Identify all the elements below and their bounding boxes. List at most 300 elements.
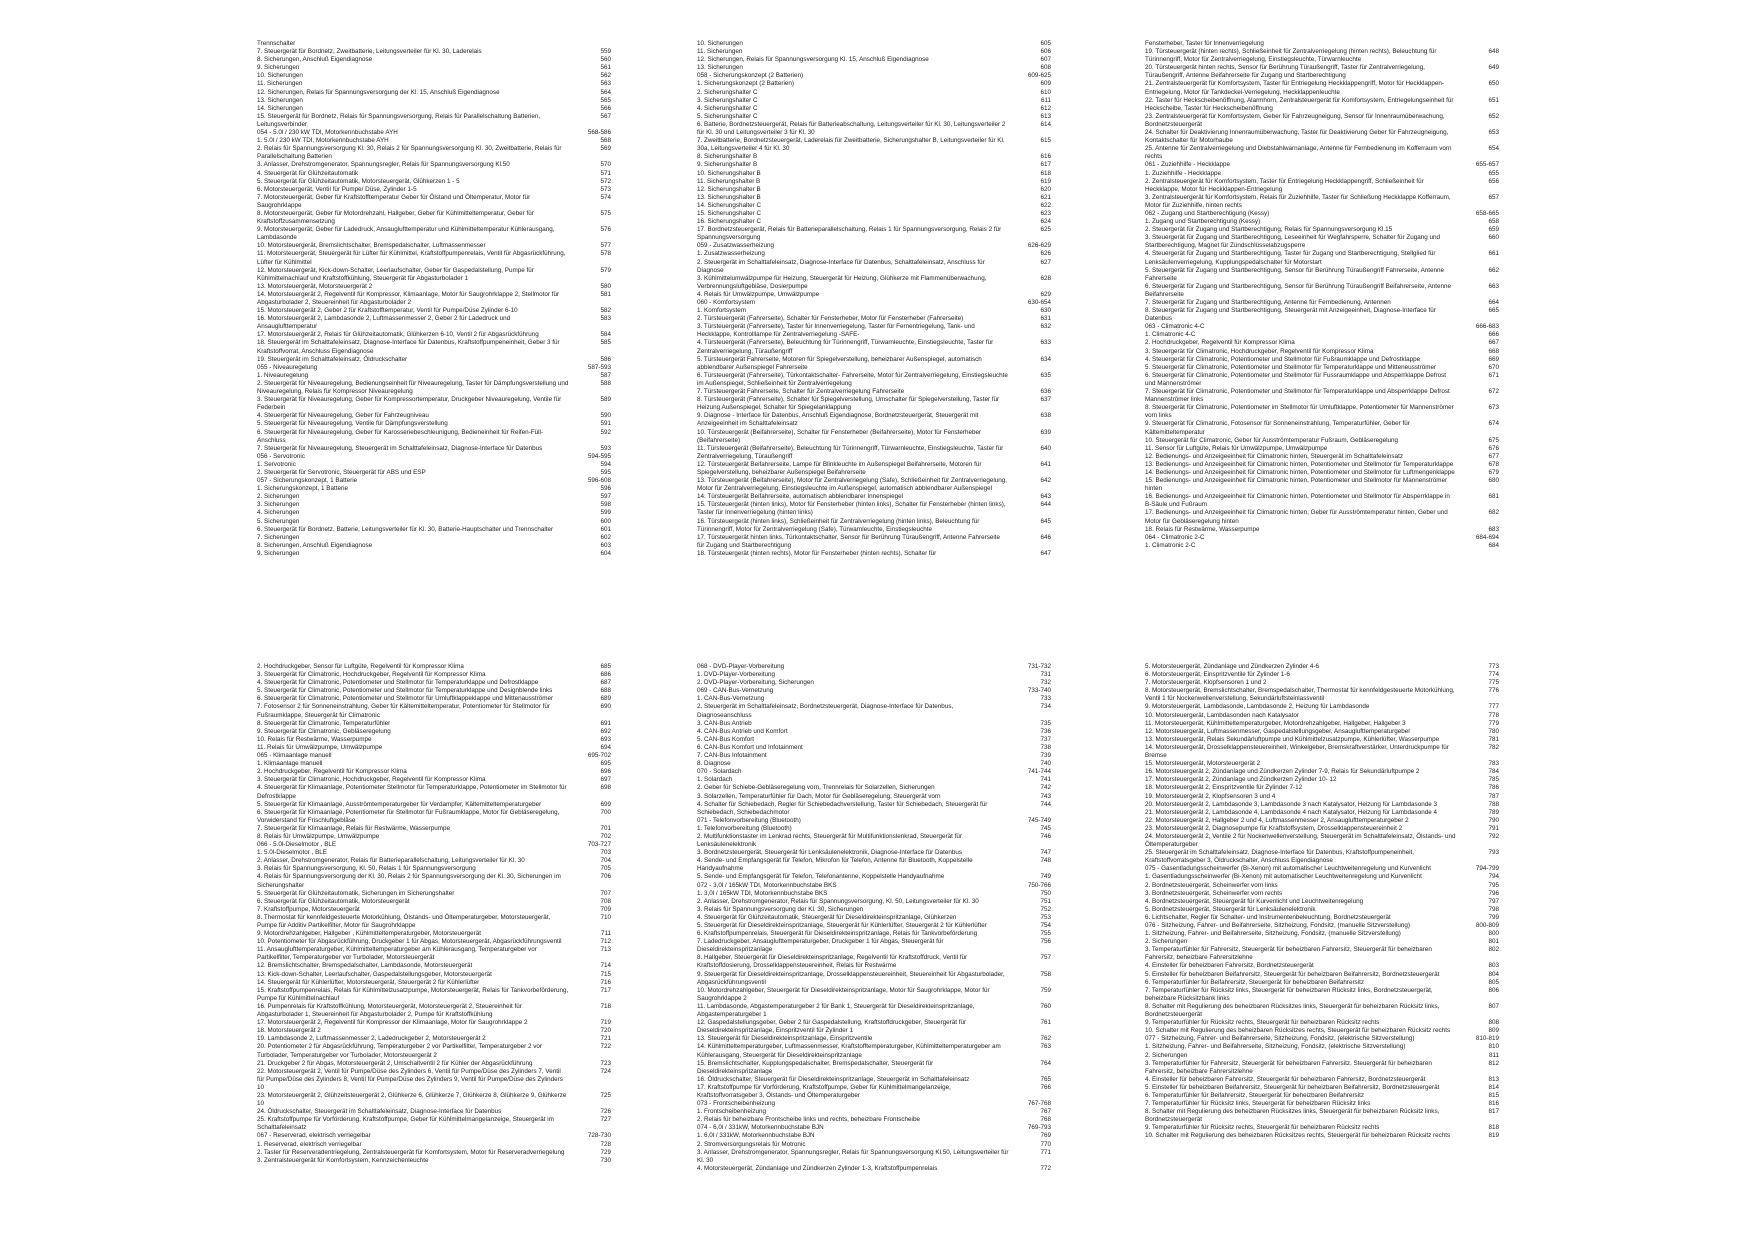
toc-entry-title: 12. Bremslichtschalter, Bremspedalschalter, Lambdasonde, Motorsteuergerät (257, 962, 473, 970)
toc-entry-page: 616 (1040, 153, 1051, 161)
toc-entry (1145, 833, 1503, 849)
toc-entry-title: 3. Zentralsteuergerät für Komfortsystem, Kennzeichenleuchte (257, 1156, 429, 1164)
toc-entry-title: 077 - Sitzheizung, Fahrer- und Beifahrerseite, Sitzheizung, Fondsitz, (elektrische Sitzverstellung) (1145, 1035, 1415, 1043)
toc-entry (257, 48, 615, 56)
toc-entry-page: 591 (600, 420, 611, 428)
toc-entry-title: 1. Zusatzwasserheizung (697, 250, 765, 258)
toc-entry-title: 11. Ansauglufttemperaturgeber, Kühlmitteltemperaturgeber am Kühlerausgang, Temperaturgeber vor Partikelfilter, Temperaturgeber vor Turbolader, Motorsteuergerät (257, 946, 537, 962)
toc-entry (257, 210, 615, 226)
toc-entry-page: 596 (600, 485, 611, 493)
toc-entry-page: 579 (600, 266, 611, 274)
toc-entry-page: 731 (1040, 671, 1051, 679)
toc-entry (697, 388, 1055, 396)
toc-entry-title: 7. Sicherungen (257, 533, 300, 541)
toc-entry-page: 817 (1488, 1108, 1499, 1116)
toc-entry (1145, 1052, 1503, 1060)
toc-entry (1145, 194, 1503, 210)
toc-entry (1145, 331, 1503, 339)
toc-entry-title: 2. Anlasser, Drehstromgenerator, Relais für Spannungsversorgung, Kl. 50, Leitungsverteiler für Kl. 30 (697, 897, 979, 905)
toc-entry (257, 695, 615, 703)
toc-entry (697, 1076, 1055, 1084)
toc-entry-page: 632 (1040, 323, 1051, 331)
toc-entry (1145, 404, 1503, 420)
toc-entry-page: 685 (600, 663, 611, 670)
toc-entry-page: 783 (1488, 760, 1499, 768)
toc-entry-page: 596-608 (587, 477, 611, 485)
toc-entry-page: 816 (1488, 1100, 1499, 1108)
toc-entry-page: 594 (600, 460, 611, 468)
toc-entry (697, 259, 1055, 275)
toc-entry-title: 056 - Servotronic (257, 452, 305, 460)
toc-entry (1145, 1035, 1503, 1043)
toc-entry-page: 674 (1488, 420, 1499, 428)
toc-entry-title: 6. CAN-Bus Komfort und Infotainment (697, 743, 803, 751)
toc-entry-page: 622 (1040, 201, 1051, 209)
toc-entry-page: 626-629 (1027, 242, 1051, 250)
toc-entry-title: 6. Temperaturfühler für Beifahrersitz, Steuergerät für beheizbaren Beifahrersitz (1145, 978, 1364, 986)
toc-entry-page: 724 (600, 1067, 611, 1075)
toc-entry (1145, 250, 1503, 266)
toc-entry-title: 15. Motorsteuergerät 2, Geber 2 für Kraftstofftemperatur, Ventil für Pumpe/Düse Zylinder 6-10 (257, 307, 518, 315)
toc-entry-page: 728-730 (587, 1132, 611, 1140)
toc-entry-title: 062 - Zugang und Startberechtigung (Kessy) (1145, 209, 1270, 217)
toc-entry (257, 145, 615, 161)
toc-entry (1145, 80, 1503, 96)
toc-entry-page: 703-727 (587, 841, 611, 849)
toc-entry-title: 15. Steuergerät für Bordnetz, Relais für Spannungsversorgung, Relais für Parallelschaltung Batterien, Leitungsverbinder (257, 112, 541, 128)
toc-entry-title: 23. Zentralsteuergerät für Komfortsystem, Geber für Fahrzeugneigung, Sensor für Innenraumüberwachung, Bordnetzsteuergerät (1145, 112, 1445, 128)
toc-entry-page: 736 (1040, 727, 1051, 735)
toc-entry-page: 658-665 (1475, 209, 1499, 217)
toc-entry-page: 741 (1040, 776, 1051, 784)
toc-entry-title: 3. Steuergerät für Zugang und Startberechtigung, Leseeinheit für Wegfahrsperre, Schalter für Zugang und Startberechtigung, Magnet für Zündschlüsselabzugsperre (1145, 234, 1440, 250)
toc-entry-page: 777 (1488, 703, 1499, 711)
toc-entry (257, 1027, 615, 1035)
toc-entry-page: 738 (1040, 743, 1051, 751)
toc-entry-page: 746 (1040, 832, 1051, 840)
toc-entry-title: 3. Steuergerät für Niveauregelung, Geber für Kompressortemperatur, Druckgeber Niveauregelung, Ventile für Federbein (257, 396, 562, 412)
toc-entry-title: 12. Bedienungs- und Anzeigeeinheit für Climatronic hinten, Steuergerät im Schalttafeleinsatz (1145, 452, 1403, 460)
toc-entry-title: 2. Steuergerät im Schalttafeleinsatz, Diagnose-Interface für Datenbus, Schalttafeleinsatz, Anschluss für Diagnose (697, 258, 985, 274)
toc-entry-page: 745 (1040, 824, 1051, 832)
toc-entry-title: 9. Sicherungen (257, 64, 300, 72)
toc-entry-title: 8. Schalter mit Regulierung des beheizbaren Rücksitzes links, Steuergerät für beheizbaren Rücksitz links, Bordnetzsteuergerät (1145, 1002, 1440, 1019)
toc-entry-page: 665 (1488, 307, 1499, 315)
toc-entry (257, 1019, 615, 1027)
toc-entry-page: 588 (600, 379, 611, 387)
toc-entry (697, 40, 1055, 48)
toc-entry-title: 4. Türsteuergerät (Fahrerseite), Beleuchtung für Türinnengriff, Türwarnleuchte, Einstiegsleuchte, Taster für Zentralverriegelung, Türaußengriff (697, 339, 994, 355)
toc-entry (257, 412, 615, 420)
toc-entry-page: 620 (1040, 185, 1051, 193)
toc-entry (1145, 161, 1503, 169)
toc-entry-page: 780 (1488, 727, 1499, 735)
toc-entry-page: 658 (1488, 218, 1499, 226)
toc-entry-page: 599 (600, 509, 611, 517)
toc-entry (697, 1149, 1055, 1165)
toc-entry-page: 676 (1488, 444, 1499, 452)
toc-entry-page: 602 (600, 533, 611, 541)
toc-entry (697, 493, 1055, 501)
toc-entry-title: 7. Zweitbatterie, Bordnetzsteuergerät, Laderelais für Zweitbatterie, Sicherungshalter B, Leitungsverteiler für Kl. 30a, Leitungsverteiler 4 für Kl. 30 (697, 137, 1005, 153)
toc-entry-page: 583 (600, 315, 611, 323)
toc-entry-title: 2. Bordnetzsteuergerät, Scheinwerfer vorn links (1145, 881, 1278, 889)
toc-entry-page: 769 (1040, 1132, 1051, 1140)
toc-entry (1145, 348, 1503, 356)
toc-entry-title: 9. Sicherungshalter B (697, 161, 758, 169)
toc-entry-title: 4. Sicherungen (257, 509, 300, 517)
toc-entry (1145, 437, 1503, 445)
toc-entry (697, 315, 1055, 323)
toc-entry-title: 15. Bremslichtschalter, Kupplungspedalschalter, Bremspedalschalter, Steuergerät für Dieseldirekteinspritzanlage (697, 1059, 934, 1075)
toc-entry-page: 568-586 (587, 129, 611, 137)
toc-entry-title: 17. Türsteuergerät hinten links, Türkontaktschalter, Sensor für Berührung Türaußengriff, Antenne Fahrerseite für Zugang und Startberechtigung (697, 533, 1001, 549)
toc-entry (257, 461, 615, 469)
toc-entry-title: 3. Temperaturfühler für Fahrersitz, Steuergerät für beheizbaren Fahrersitz, Steuergerät für beheizbaren Fahrersitz, beheizbare Fahrersitzlehne (1145, 1059, 1432, 1075)
toc-entry (257, 186, 615, 194)
toc-entry (257, 331, 615, 339)
toc-entry-page: 730 (600, 1156, 611, 1164)
toc-entry (697, 250, 1055, 258)
toc-entry-title: 14. Motorsteuergerät, Drosselklappensteuereinheit, Winkelgeber, Bremskraftverstärker, Unterdruckpumpe für Bremse (1145, 743, 1449, 760)
toc-entry-title: 11. Lambdasonde, Abgastemperaturgeber 2 für Bank 1, Steuergerät für Dieseldirekteinspritzanlage, Abgastemperaturgeber 1 (697, 1002, 975, 1019)
toc-entry (1145, 453, 1503, 461)
toc-entry (257, 113, 615, 129)
toc-entry (1145, 1027, 1503, 1035)
toc-entry-title: 18. Relais für Restwärme, Wasserpumpe (1145, 525, 1260, 533)
toc-entry-page: 578 (600, 250, 611, 258)
toc-entry-title: 2. Anlasser, Drehstromgenerator, Relais für Batterieparallelschaltung, Leitungsverteiler für Kl. 30 (257, 857, 525, 865)
toc-entry-title: 15. Türsteuergerät (hinten links), Motor für Fensterheber (hinten links), Schalter für Fensterheber (hinten links), Taster für Innenverriegelung (hinten links) (697, 501, 1006, 517)
toc-entry (1145, 461, 1503, 469)
toc-entry-page: 650 (1488, 80, 1499, 88)
toc-entry-title: 8. Motorsteuergerät, Geber für Motordrehzahl, Hallgeber, Geber für Kühlmitteltemperatur, Geber für Kraftstoffzusammensetzung (257, 209, 534, 226)
toc-entry-title: 5. Einsteller für beheizbaren Beifahrersitz, Steuergerät für beheizbaren Beifahrersitz, Bordnetzsteuergerät (1145, 1083, 1440, 1091)
toc-entry-page: 793 (1488, 849, 1499, 857)
toc-entry (697, 1141, 1055, 1149)
toc-entry-title: 7. Steuergerät für Niveauregelung, Steuergerät im Schalttafeleinsatz, Diagnose-Interface für Datenbus (257, 444, 543, 452)
toc-entry (697, 914, 1055, 922)
toc-entry-title: 10. Motorsteuergerät, Bremslichtschalter, Bremspedalschalter, Luftmassenmesser (257, 242, 486, 250)
toc-entry-title: 5. Sicherungshalter C (697, 112, 758, 120)
toc-entry-page: 733-740 (1027, 687, 1051, 695)
toc-entry-page: 586 (600, 355, 611, 363)
toc-entry (697, 906, 1055, 914)
toc-entry (257, 364, 615, 372)
toc-entry-page: 818 (1488, 1124, 1499, 1132)
toc-entry (257, 550, 615, 558)
toc-entry (1145, 938, 1503, 946)
toc-entry (1145, 388, 1503, 404)
toc-entry-page: 659 (1488, 226, 1499, 234)
toc-entry (697, 226, 1055, 242)
toc-entry (1145, 477, 1503, 493)
toc-entry (257, 97, 615, 105)
toc-entry-page: 613 (1040, 112, 1051, 120)
toc-entry-page: 601 (600, 525, 611, 533)
toc-entry (257, 291, 615, 307)
toc-entry-page: 819 (1488, 1132, 1499, 1140)
toc-entry-page: 657 (1488, 193, 1499, 201)
toc-entry-page: 752 (1040, 905, 1051, 913)
toc-entry-title: 1. Climatronic 4-C (1145, 331, 1196, 339)
toc-entry-page: 802 (1488, 946, 1499, 954)
toc-entry-title: 7. Motorsteuergerät, Geber für Kraftstofftemperatur Geber für Ölstand und Öltemperatur, Motor für Saugrohrklappe (257, 193, 531, 209)
toc-entry (257, 445, 615, 453)
toc-entry-page: 743 (1040, 792, 1051, 800)
toc-entry (1145, 906, 1503, 914)
toc-entry-page: 634 (1040, 355, 1051, 363)
toc-entry-title: 057 - Sicherungskonzept, 1 Batterie (257, 477, 358, 485)
toc-entry-title: 1. Reserverad, elektrisch verriegelbar (257, 1140, 362, 1148)
toc-entry (697, 720, 1055, 728)
toc-entry-page: 608 (1040, 64, 1051, 72)
toc-entry-page: 726 (600, 1108, 611, 1116)
toc-entry-title: 8. Steuergerät für Climatronic, Temperaturfühler (257, 719, 391, 727)
toc-entry-title: 5. Steuergerät für Dieseldirekteinspritzanlage, Steuergerät für Kühlerlüfter, Steuergerät 2 für Kühlerlüfter (697, 922, 987, 929)
toc-entry (257, 372, 615, 380)
toc-entry (697, 679, 1055, 687)
toc-entry-page: 745-749 (1027, 816, 1051, 824)
toc-entry-title: 1. Zugang und Startberechtigung (Kessy) (1145, 218, 1261, 226)
toc-entry-page: 654 (1488, 145, 1499, 153)
toc-entry (697, 1019, 1055, 1035)
toc-entry (1145, 971, 1503, 979)
toc-entry-title: 16. Motorsteuergerät 2, Lambdasonde 2, Luftmassenmesser 2, Geber 2 für Ladedruck und Ansauglufttemperatur (257, 315, 511, 331)
toc-entry-title: 5. Einsteller für beheizbaren Beifahrersitz, Steuergerät für beheizbaren Beifahrersitz, Bordnetzsteuergerät (1145, 970, 1440, 978)
toc-entry-title: 8. Motorsteuergerät, Bremslichtschalter, Bremspedalschalter, Thermostat für kennfeldgesteuerte Motorkühlung, Ventil 1 für Nockenwellenverstellung, Sekundärluftsteinlassventil (1145, 687, 1455, 703)
toc-entry (1145, 372, 1503, 388)
toc-entry-page: 733 (1040, 695, 1051, 703)
toc-entry-page: 767 (1040, 1108, 1051, 1116)
toc-entry-page: 708 (600, 897, 611, 905)
toc-entry-title: 8. Türsteuergerät (Fahrerseite), Schalter für Spiegelverstellung, Umschalter für Spiegelverstellung, Taster für Heizung Außenspiegel, Schalter für Spiegelanklappung (697, 396, 1000, 412)
toc-entry (257, 1141, 615, 1149)
toc-entry (697, 194, 1055, 202)
toc-entry-page: 569 (600, 145, 611, 153)
toc-entry-page: 806 (1488, 986, 1499, 994)
toc-entry-title: 2. Hochdruckgeber, Regelventil für Kompressor Klima (257, 768, 407, 776)
toc-entry (697, 64, 1055, 72)
toc-entry-page: 800 (1488, 930, 1499, 938)
toc-entry-title: 11. Motorsteuergerät, Kühlmitteltemperaturgeber, Motordrehzahlgeber, Hallgeber, Hallgeber 3 (1145, 719, 1406, 727)
toc-entry-title: 13. Sicherungen (697, 64, 743, 72)
toc-entry-page: 636 (1040, 388, 1051, 396)
toc-entry-title: 1. 3,0l / 165kW TDI, Motorkennbuchstabe BKS (697, 889, 828, 897)
toc-entry (1145, 64, 1503, 80)
toc-entry (257, 105, 615, 113)
toc-entry (1145, 1100, 1503, 1108)
toc-entry (697, 323, 1055, 339)
toc-entry-title: 075 - Gasentladungsscheinwerfer (Bi-Xenon) mit automatischer Leuchtweitenregelung und Kurvenlicht (1145, 865, 1431, 873)
toc-entry-title: 13. Sicherungen (257, 96, 303, 104)
toc-entry-page: 571 (600, 169, 611, 177)
toc-entry-page: 564 (600, 88, 611, 96)
toc-entry-page: 791 (1488, 824, 1499, 832)
toc-entry-page: 617 (1040, 161, 1051, 169)
toc-entry-title: 16. Öldruckschalter, Steuergerät für Dieseldirekteinspritzanlage, Steuergerät im Schalttafeleinsatz (697, 1075, 970, 1083)
toc-entry-page: 734 (1040, 703, 1051, 711)
toc-entry-title: 1. Sicherungskonzept (2 Batterien) (697, 80, 794, 88)
toc-entry-title: 18. Motorsteuergerät 2, Einspritzventile für Zylinder 7-12 (1145, 784, 1303, 792)
toc-entry-page: 562 (600, 72, 611, 80)
toc-entry (697, 396, 1055, 412)
toc-entry-page: 693 (600, 735, 611, 743)
toc-entry (697, 890, 1055, 898)
toc-entry-page: 673 (1488, 404, 1499, 412)
toc-entry-page: 698 (600, 784, 611, 792)
toc-entry-title: 076 - Sitzheizung, Fahrer- und Beifahrerseite, Sitzheizung, Fondsitz, (manuelle Sitzverstellung) (1145, 922, 1410, 929)
toc-entry (1145, 890, 1503, 898)
toc-entry-title: 11. Sicherungen (697, 48, 743, 56)
toc-entry-page: 705 (600, 865, 611, 873)
toc-entry (257, 890, 615, 898)
toc-entry (257, 493, 615, 501)
toc-entry-title: 8. Steuergerät für Zugang und Startberechtigung, Steuergerät mit Anzeigeeinheit, Diagnose-Interface für Datenbus (1145, 307, 1436, 323)
toc-entry-title: 11. Türsteuergerät (Beifahrerseite), Beleuchtung für Türinnengriff, Türwarnleuchte, Einstiegsleuchte, Taster für Zentralverriegelung, Türaußengriff (697, 444, 1004, 460)
toc-entry-page: 663 (1488, 282, 1499, 290)
toc-entry-page: 638 (1040, 412, 1051, 420)
toc-entry (257, 339, 615, 355)
toc-entry-page: 598 (600, 501, 611, 509)
toc-entry-title: 5. Steuergerät für Climatronic, Potentiometer und Stellmotor für Temperaturklappe und Designblende links (257, 687, 553, 695)
toc-entry (697, 356, 1055, 372)
toc-entry-page: 604 (600, 549, 611, 557)
toc-entry (1145, 420, 1503, 436)
toc-entry (257, 768, 615, 776)
toc-entry (257, 283, 615, 291)
toc-entry-page: 691 (600, 719, 611, 727)
toc-entry (1145, 170, 1503, 178)
toc-entry-page: 684 (1488, 541, 1499, 549)
toc-entry-page: 680 (1488, 477, 1499, 485)
toc-entry (257, 873, 615, 889)
toc-entry-title: 8. Thermostat für kennfeldgesteuerte Motorkühlung, Ölstands- und Öltemperaturgeber, Motorsteuergerät, Pumpe für Additiv Partikelfilter, Motor für Saugrohrklappe (257, 913, 551, 929)
toc-entry (257, 485, 615, 493)
toc-entry (697, 784, 1055, 792)
toc-entry (257, 1132, 615, 1140)
toc-entry-title: 4. CAN-Bus Antrieb und Komfort (697, 727, 788, 735)
toc-entry-title: 17. Motorsteuergerät 2, Relais für Glühzeitautomatik, Glühkerzen 6-10, Ventil 2 für Abgasrückführung (257, 331, 539, 339)
toc-entry-title: 4. Steuergerät für Glühzeitautomatik, Steuergerät für Dieseldirekteinspritzanlage, Glühkerzen (697, 913, 957, 921)
toc-entry-title: 10. Potentiometer für Abgasrückführung, Druckgeber 1 für Abgas, Motorsteuergerät, Abgasrückführungsventil (257, 938, 562, 946)
toc-entry-title: 13. Sicherungshalter B (697, 193, 761, 201)
toc-entry-page: 667 (1488, 339, 1499, 347)
toc-entry-page: 653 (1488, 129, 1499, 137)
toc-entry-title: 2. Geber für Schiebe-Gebläseregelung vorn, Trennrelais für Solarzellen, Sicherungen (697, 784, 935, 792)
toc-entry-title: 061 - Zuziehhilfe - Heckklappe (1145, 161, 1231, 169)
toc-entry-page: 640 (1040, 444, 1051, 452)
toc-entry-title: 14. Kühlmitteltemperaturgeber, Luftmassenmesser, Kraftstofftemperaturgeber, Kühlmitteltemperaturgeber am Kühlerausgang, Steuergerät für Dieseldirekteinspritzanlage (697, 1043, 1001, 1059)
toc-column-top-middle (697, 40, 1055, 558)
toc-entry-page: 690 (600, 703, 611, 711)
toc-entry-title: 10. Sicherungshalter B (697, 169, 761, 177)
toc-entry-page: 756 (1040, 938, 1051, 946)
toc-entry-title: 1. CAN-Bus-Vernetzung (697, 695, 765, 703)
toc-entry-page: 576 (600, 226, 611, 234)
toc-entry-page: 684-694 (1475, 533, 1499, 541)
toc-entry-page: 618 (1040, 169, 1051, 177)
toc-column-top-right (1145, 40, 1503, 550)
toc-entry (1145, 736, 1503, 744)
toc-entry-page: 773 (1488, 663, 1499, 670)
toc-entry-title: 18. Motorsteuergerät 2 (257, 1027, 321, 1035)
toc-entry (1145, 210, 1503, 218)
toc-entry-title: 059 - Zusatzwasserheizung (697, 242, 775, 250)
toc-entry (257, 938, 615, 946)
toc-entry-title: 6. Steuergerät für Klimaanlage, Potentiometer für Stellmotor für Fußraumklappe, Motor für Gebläseregelung, Vorwiderstand für Frischluftgebläse (257, 808, 560, 824)
toc-entry-page: 592 (600, 428, 611, 436)
toc-entry (697, 242, 1055, 250)
toc-entry-page: 774 (1488, 671, 1499, 679)
toc-entry-page: 748 (1040, 857, 1051, 865)
toc-entry-title: 3. Zentralsteuergerät für Komfortsystem, Relais für Zuziehhilfe, Taster für Schließung Heckklappe Kofferraum, Motor für Zuziehhilfe, hinten rechts (1145, 193, 1451, 209)
toc-entry-page: 565 (600, 96, 611, 104)
toc-entry (1145, 865, 1503, 873)
toc-entry-page: 771 (1040, 1148, 1051, 1156)
toc-entry-page: 655 (1488, 169, 1499, 177)
toc-entry (697, 752, 1055, 760)
toc-entry (1145, 849, 1503, 865)
toc-entry-page: 664 (1488, 299, 1499, 306)
toc-entry (697, 170, 1055, 178)
toc-entry-title: 17. Bedienungs- und Anzeigeeinheit für Climatronic hinten, Geber für Ausströmtemperatur hinten, Geber und Motor für Gebläseregelung hinten (1145, 509, 1448, 525)
toc-entry-title: 7. Steuergerät für Bordnetz, Zweitbatterie, Leitungsverteiler für Kl. 30, Laderelais (257, 48, 482, 56)
toc-entry-title: 3. Anlasser, Drehstromgenerator, Spannungsregler, Relais für Spannungsversorgung Kl.50, Leitungsverteiler für Kl. 30 (697, 1148, 1009, 1164)
toc-entry-page: 804 (1488, 970, 1499, 978)
toc-entry (697, 695, 1055, 703)
toc-entry-page: 810-819 (1475, 1035, 1499, 1043)
toc-entry (1145, 97, 1503, 113)
toc-entry-title: 25. Steuergerät im Schalttafeleinsatz, Diagnose-Interface für Datenbus, Kraftstoffpumpeneinheit, Kraftstoffvorratsgeber 3, Öldruckschalter, Anschluss Eigendiagnose (1145, 849, 1415, 865)
toc-entry (697, 178, 1055, 186)
toc-entry-page: 740 (1040, 760, 1051, 768)
toc-entry (257, 380, 615, 396)
toc-entry-title: 9. Motorsteuergerät, Lambdasonde, Lambdasonde 2, Heizung für Lambdasonde (1145, 703, 1370, 711)
toc-entry (257, 971, 615, 979)
toc-entry-title: 8. Sicherungen, Anschluß Eigendiagnose (257, 56, 373, 64)
toc-entry-title: 17. Kraftstoffpumpe für Vorförderung, Kraftstoffpumpe, Geber für Kühlmittelmangelanzeige, Kraftstoffvorratsgeber 3, Ölstands- und Öltemperaturgeber (697, 1083, 951, 1099)
toc-entry (697, 849, 1055, 857)
toc-entry-page: 624 (1040, 218, 1051, 226)
toc-entry-page: 810 (1488, 1043, 1499, 1051)
toc-entry-title: 070 - Solardach (697, 768, 742, 776)
toc-entry (257, 865, 615, 873)
toc-entry-page: 786 (1488, 784, 1499, 792)
toc-entry-title: 1. Climatronic 2-C (1145, 541, 1196, 549)
toc-entry-page: 606 (1040, 48, 1051, 56)
toc-entry-title: 12. Sicherungen, Relais für Spannungsversorgung der Kl. 15, Anschluß Eigendiagnose (257, 88, 500, 96)
toc-entry-page: 749 (1040, 873, 1051, 881)
toc-entry-title: 9. Steuergerät für Climatronic, Gebläseregelung (257, 727, 391, 735)
toc-entry-title: 9. Steuergerät für Dieseldirekteinspritzanlage, Drosselklappensteuereinheit, Steuereinheit für Abgasturbolader, Abgasrückführungsventil (697, 970, 1005, 986)
toc-entry-title: 055 - Niveauregelung (257, 363, 318, 371)
toc-entry (697, 938, 1055, 954)
toc-entry-title: 14. Steuergerät für Kühlerlüfter, Motorsteuergerät, Steuergerät 2 für Kühlerlüfter (257, 978, 480, 986)
toc-entry-page: 695-702 (587, 752, 611, 760)
toc-entry-title: 3. Türsteuergerät (Fahrerseite), Taster für Innenverriegelung, Taster für Fernentriegelung, Tank- und Heckklappe, Kontrolllampe für Zentralverriegelung -SAFE- (697, 323, 975, 339)
toc-entry (257, 429, 615, 445)
toc-entry-title: 22. Motorsteuergerät 2, Hallgeber 2 und 4, Luftmassenmesser 2, Ansauglufttemperaturgeber 2 (1145, 816, 1409, 824)
toc-entry-title: 1. Komfortsystem (697, 307, 746, 315)
toc-entry-page: 567 (600, 112, 611, 120)
toc-entry-title: 2. Steuergerät für Zugang und Startberechtigung, Relais für Spannungsversorgung Kl.15 (1145, 226, 1393, 234)
toc-entry-title: 12. Motorsteuergerät, Kick-down-Schalter, Leerlaufschalter, Geber für Gaspedalstellung, Pumpe für Kühlmittelnachlauf und Kraftstoffkühlung, Steuergerät für Abgasturbolader 1 (257, 266, 534, 282)
toc-entry-page: 605 (1040, 40, 1051, 47)
toc-entry (697, 817, 1055, 825)
toc-entry (1145, 1132, 1503, 1140)
toc-entry-title: 9. Temperaturfühler für Rücksitz rechts, Steuergerät für beheizbaren Rücksitz rechts (1145, 1019, 1380, 1027)
